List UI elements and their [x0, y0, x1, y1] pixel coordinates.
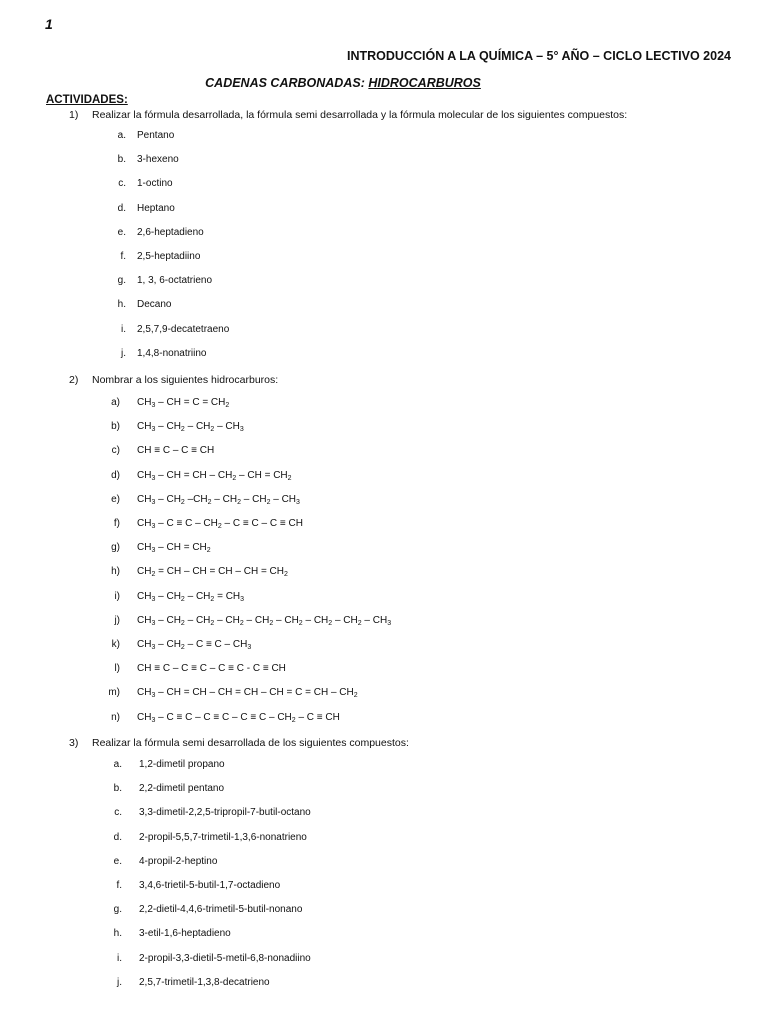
- list-item-label: n): [111, 711, 120, 723]
- list-item: [0, 951, 768, 967]
- list-item: [0, 926, 768, 942]
- question-3: [69, 737, 409, 749]
- list-item-label: h.: [117, 299, 126, 311]
- list-item: [0, 781, 768, 797]
- list-item-label: l): [114, 663, 120, 675]
- list-item-label: c): [111, 445, 120, 457]
- list-item-label: a): [111, 397, 120, 408]
- activities-label-colon: :: [123, 94, 128, 106]
- question-text: Realizar la fórmula desarrollada, la fórmula semi desarrollada y la fórmula molecular de los siguientes compuestos:: [92, 109, 628, 121]
- question-text: Nombrar a los siguientes hidrocarburos:: [92, 374, 279, 386]
- list-item-text: 1,4,8-nonatriino: [137, 347, 207, 359]
- list-item: [0, 225, 768, 241]
- list-item: [0, 516, 768, 532]
- list-item-label: j): [114, 614, 120, 626]
- list-item-label: j.: [117, 976, 122, 988]
- list-item-label: e): [111, 493, 120, 505]
- list-item-text: $CH_3$ – CH = CH – $CH_2$ – CH = $CH_2$: [137, 469, 292, 482]
- list-item: [0, 201, 768, 217]
- list-item-label: c.: [114, 807, 122, 819]
- list-item-text: 4-propil-2-heptino: [139, 855, 218, 867]
- question-1: [69, 109, 627, 121]
- list-item-label: d.: [117, 202, 126, 214]
- list-item-label: j.: [121, 347, 126, 359]
- list-item-label: g): [111, 542, 120, 554]
- list-item: [0, 273, 768, 289]
- list-item-label: k): [111, 639, 120, 650]
- list-item-label: m): [108, 687, 120, 699]
- header-title: INTRODUCCIÓN A LA QUÍMICA – 5° AÑO – CICLO LECTIVO 2024: [347, 49, 731, 63]
- list-item-text: 3,4,6-trietil-5-butil-1,7-octadieno: [139, 880, 281, 891]
- list-item-label: d.: [113, 831, 122, 843]
- list-item-label: a.: [113, 759, 122, 770]
- question-number: 2): [69, 374, 79, 386]
- list-item-label: b.: [117, 154, 126, 166]
- list-item: [0, 854, 768, 870]
- list-item-text: 1-octino: [137, 178, 173, 190]
- list-item: [0, 540, 768, 556]
- list-item: [0, 830, 768, 846]
- list-item: [0, 613, 768, 629]
- list-item: [0, 637, 768, 653]
- list-item-text: $CH_3 - CH_2 - CH_2 = CH_3$: [137, 590, 245, 603]
- question-number: 3): [69, 737, 79, 749]
- activities-label-text: ACTIVIDADES: [46, 94, 124, 106]
- list-item: [0, 468, 768, 484]
- list-item-text: 2,6-heptadieno: [137, 226, 204, 238]
- list-item-text: 1,2-dimetil propano: [139, 759, 225, 770]
- subtitle-part1: CADENAS CARBONADAS:: [205, 76, 365, 90]
- list-item-text: $CH_3 - CH_2 - CH_2 - CH_3$: [137, 421, 244, 434]
- list-item-label: b.: [113, 783, 122, 795]
- list-item-text: $CH_3$ – CH = CH – CH = CH – CH = C = CH – $CH_2$: [137, 687, 358, 700]
- question-number: 1): [69, 109, 79, 121]
- list-item: [0, 492, 768, 508]
- list-item-label: i.: [121, 323, 126, 335]
- list-item-text: 2,2-dietil-4,4,6-trimetil-5-butil-nonano: [139, 904, 303, 916]
- activities-label: [46, 94, 128, 106]
- list-item-label: f.: [116, 880, 122, 891]
- list-item-label: b): [111, 421, 120, 433]
- list-item-label: f.: [120, 251, 126, 262]
- list-item: [0, 685, 768, 701]
- list-item: [0, 297, 768, 313]
- list-item-text: Heptano: [137, 202, 175, 214]
- list-item-text: $CH_2$ = CH – CH = CH – CH = $CH_2$: [137, 566, 288, 579]
- list-item: [0, 128, 768, 144]
- list-item-text: 1, 3, 6-octatrieno: [137, 275, 213, 287]
- list-item-label: h): [111, 566, 120, 578]
- list-item-label: i): [114, 590, 120, 602]
- list-item-text: 2-propil-3,3-dietil-5-metil-6,8-nonadiino: [139, 952, 311, 964]
- list-item: [0, 564, 768, 580]
- list-item-text: 2,2-dimetil pentano: [139, 783, 225, 795]
- list-item-text: $CH_3$ – CH = $C = CH_2$: [137, 397, 230, 409]
- list-item: [0, 346, 768, 362]
- list-item-text: $CH_3 - CH_2 - C \equiv C - CH_3$: [137, 639, 252, 651]
- list-item: [0, 589, 768, 605]
- list-item-label: f): [113, 518, 120, 529]
- list-item-text: 3,3-dimetil-2,2,5-tripropil-7-butil-octano: [139, 807, 311, 819]
- list-item-text: 2,5,7-trimetil-1,3,8-decatrieno: [139, 976, 270, 988]
- list-item: [0, 805, 768, 821]
- list-item-text: $CH_3$ – CH = $CH_2$: [137, 542, 211, 555]
- list-item: [0, 661, 768, 677]
- list-item-label: i.: [117, 952, 122, 964]
- list-item: [0, 249, 768, 265]
- list-item-text: 3-hexeno: [137, 154, 179, 166]
- list-item: [0, 757, 768, 773]
- question-text: Realizar la fórmula semi desarrollada de los siguientes compuestos:: [92, 737, 409, 749]
- list-item-text: Decano: [137, 299, 172, 311]
- list-item-text: $CH_3 - C \equiv C - C \equiv C - C \equiv C - CH_2 - C$ ≡ CH: [137, 711, 340, 724]
- list-item-label: g.: [117, 275, 126, 287]
- list-item-text: 2-propil-5,5,7-trimetil-1,3,6-nonatrieno: [139, 831, 307, 843]
- list-item-label: d): [111, 469, 120, 481]
- list-item-label: e.: [117, 226, 126, 238]
- list-item: [0, 710, 768, 726]
- list-item-text: CH ≡ C – C ≡ C – C ≡ C - C ≡ CH: [137, 663, 286, 675]
- list-item: [0, 419, 768, 435]
- list-item: [0, 176, 768, 192]
- page-number: 1: [45, 16, 53, 32]
- subtitle: [0, 76, 686, 90]
- question-2: [69, 374, 278, 386]
- list-item-label: a.: [117, 130, 126, 141]
- list-item-text: CH ≡ C – C ≡ CH: [137, 445, 215, 457]
- list-item-text: $CH_3 - CH_2 - CH_2 - CH_2 - CH_2 - CH_2 - CH_2 - CH_2 - CH_3$: [137, 614, 392, 627]
- list-item-label: c.: [118, 178, 126, 190]
- list-item-text: $CH_3 - C \equiv C - CH_2 - C \equiv C - C$ ≡ CH: [137, 518, 303, 530]
- list-item-label: e.: [113, 855, 122, 867]
- list-item-text: Pentano: [137, 130, 175, 141]
- list-item: [0, 322, 768, 338]
- list-item: [0, 152, 768, 168]
- subtitle-part2: HIDROCARBUROS: [368, 76, 481, 90]
- list-item-label: g.: [113, 904, 122, 916]
- list-item: [0, 902, 768, 918]
- list-item: [0, 395, 768, 411]
- list-item-text: $CH_3 - CH_2$ $-CH_2 - CH_2 - CH_2 - CH_3$: [137, 493, 300, 506]
- list-item: [0, 975, 768, 991]
- list-item-label: h.: [113, 928, 122, 940]
- list-item-text: 2,5,7,9-decatetraeno: [137, 323, 230, 335]
- list-item-text: 2,5-heptadiino: [137, 251, 201, 262]
- list-item: [0, 443, 768, 459]
- list-item: [0, 878, 768, 894]
- list-item-text: 3-etil-1,6-heptadieno: [139, 928, 231, 940]
